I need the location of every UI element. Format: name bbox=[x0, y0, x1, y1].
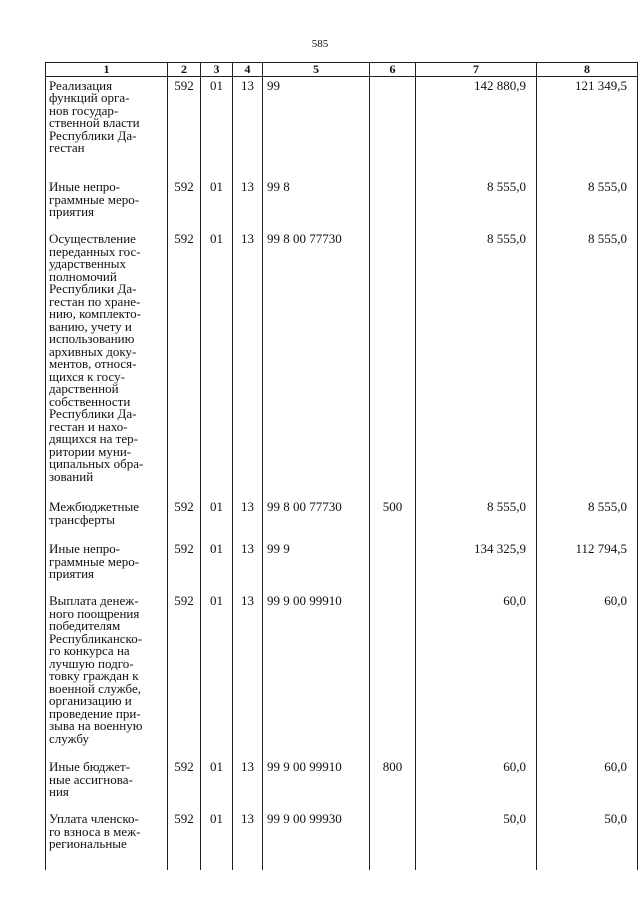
expense-type-code bbox=[370, 178, 416, 230]
column-header: 1 bbox=[46, 63, 168, 77]
item-name-text: Иные бюджет- ные ассигнова- ния bbox=[49, 759, 133, 799]
table-row bbox=[46, 76, 638, 178]
amount-col-7: 8 555,0 bbox=[416, 230, 537, 498]
expense-type-code bbox=[370, 76, 416, 178]
amount-col-8: 112 794,5 bbox=[537, 540, 638, 592]
table-row bbox=[46, 758, 638, 810]
subsection-code: 13 bbox=[233, 230, 263, 498]
expense-type-code bbox=[370, 540, 416, 592]
target-article-code: 99 9 00 99910 bbox=[263, 758, 370, 810]
section-code: 01 bbox=[201, 758, 233, 810]
admin-code: 592 bbox=[168, 498, 201, 540]
section-code: 01 bbox=[201, 592, 233, 758]
section-code: 01 bbox=[201, 498, 233, 540]
subsection-code: 13 bbox=[233, 178, 263, 230]
expense-type-code: 800 bbox=[370, 758, 416, 810]
table-row bbox=[46, 498, 638, 540]
section-code: 01 bbox=[201, 230, 233, 498]
subsection-code: 13 bbox=[233, 758, 263, 810]
column-header: 4 bbox=[233, 63, 263, 77]
amount-col-8: 8 555,0 bbox=[537, 178, 638, 230]
subsection-code: 13 bbox=[233, 76, 263, 178]
amount-col-8: 8 555,0 bbox=[537, 230, 638, 498]
target-article-code: 99 8 00 77730 bbox=[263, 498, 370, 540]
column-header: 5 bbox=[263, 63, 370, 77]
admin-code: 592 bbox=[168, 810, 201, 870]
item-name bbox=[46, 810, 168, 870]
item-name bbox=[46, 592, 168, 758]
target-article-code: 99 8 00 77730 bbox=[263, 230, 370, 498]
target-article-code: 99 9 bbox=[263, 540, 370, 592]
item-name bbox=[46, 498, 168, 540]
expense-type-code bbox=[370, 592, 416, 758]
amount-col-7: 60,0 bbox=[416, 592, 537, 758]
amount-col-7: 134 325,9 bbox=[416, 540, 537, 592]
column-header: 7 bbox=[416, 63, 537, 77]
section-code: 01 bbox=[201, 540, 233, 592]
admin-code: 592 bbox=[168, 178, 201, 230]
page-number: 585 bbox=[311, 38, 329, 50]
section-code: 01 bbox=[201, 810, 233, 870]
amount-col-7: 142 880,9 bbox=[416, 76, 537, 178]
column-header: 8 bbox=[537, 63, 638, 77]
amount-col-7: 8 555,0 bbox=[416, 498, 537, 540]
item-name bbox=[46, 76, 168, 178]
column-header: 2 bbox=[168, 63, 201, 77]
admin-code: 592 bbox=[168, 592, 201, 758]
item-name-text: Уплата членско- го взноса в меж- региональные bbox=[49, 811, 141, 851]
section-code: 01 bbox=[201, 178, 233, 230]
table-header-row bbox=[46, 63, 638, 77]
amount-col-8: 60,0 bbox=[537, 758, 638, 810]
expense-type-code bbox=[370, 230, 416, 498]
item-name bbox=[46, 540, 168, 592]
expense-type-code: 500 bbox=[370, 498, 416, 540]
item-name-text: Осуществление переданных гос- ударственных полномочий Республики Да- гестан по хране- нию, комплекто- ванию, учету и использованию архивных доку- ментов, относя- щихся к госу- дарственной собственности Республики Да- гестан и нахо- дящихся на тер- ритории муни- ципальных обра- зований bbox=[49, 231, 144, 484]
table-row bbox=[46, 540, 638, 592]
item-name-text: Реализация функций орга- нов государ- ственной власти Республики Да- гестан bbox=[49, 77, 140, 155]
table-row bbox=[46, 178, 638, 230]
table-row bbox=[46, 592, 638, 758]
target-article-code: 99 9 00 99910 bbox=[263, 592, 370, 758]
item-name-text: Иные непро- граммные меро- приятия bbox=[49, 541, 140, 581]
section-code: 01 bbox=[201, 76, 233, 178]
amount-col-8: 60,0 bbox=[537, 592, 638, 758]
target-article-code: 99 bbox=[263, 76, 370, 178]
item-name bbox=[46, 178, 168, 230]
item-name bbox=[46, 230, 168, 498]
budget-table bbox=[45, 62, 638, 870]
item-name-text: Межбюджетные трансферты bbox=[49, 499, 139, 527]
column-header: 3 bbox=[201, 63, 233, 77]
expense-type-code bbox=[370, 810, 416, 870]
amount-col-8: 50,0 bbox=[537, 810, 638, 870]
amount-col-8: 121 349,5 bbox=[537, 76, 638, 178]
column-header: 6 bbox=[370, 63, 416, 77]
subsection-code: 13 bbox=[233, 592, 263, 758]
admin-code: 592 bbox=[168, 76, 201, 178]
amount-col-8: 8 555,0 bbox=[537, 498, 638, 540]
target-article-code: 99 8 bbox=[263, 178, 370, 230]
admin-code: 592 bbox=[168, 230, 201, 498]
item-name-text: Иные непро- граммные меро- приятия bbox=[49, 179, 140, 219]
subsection-code: 13 bbox=[233, 540, 263, 592]
item-name bbox=[46, 758, 168, 810]
amount-col-7: 60,0 bbox=[416, 758, 537, 810]
amount-col-7: 8 555,0 bbox=[416, 178, 537, 230]
table-row bbox=[46, 230, 638, 498]
target-article-code: 99 9 00 99930 bbox=[263, 810, 370, 870]
amount-col-7: 50,0 bbox=[416, 810, 537, 870]
subsection-code: 13 bbox=[233, 498, 263, 540]
table-row bbox=[46, 810, 638, 870]
admin-code: 592 bbox=[168, 758, 201, 810]
admin-code: 592 bbox=[168, 540, 201, 592]
subsection-code: 13 bbox=[233, 810, 263, 870]
item-name-text: Выплата денеж- ного поощрения победителям Республиканско- го конкурса на лучшую подго- товку граждан к военной службе, организацию и проведение при- зыва на военную службу bbox=[49, 593, 143, 746]
